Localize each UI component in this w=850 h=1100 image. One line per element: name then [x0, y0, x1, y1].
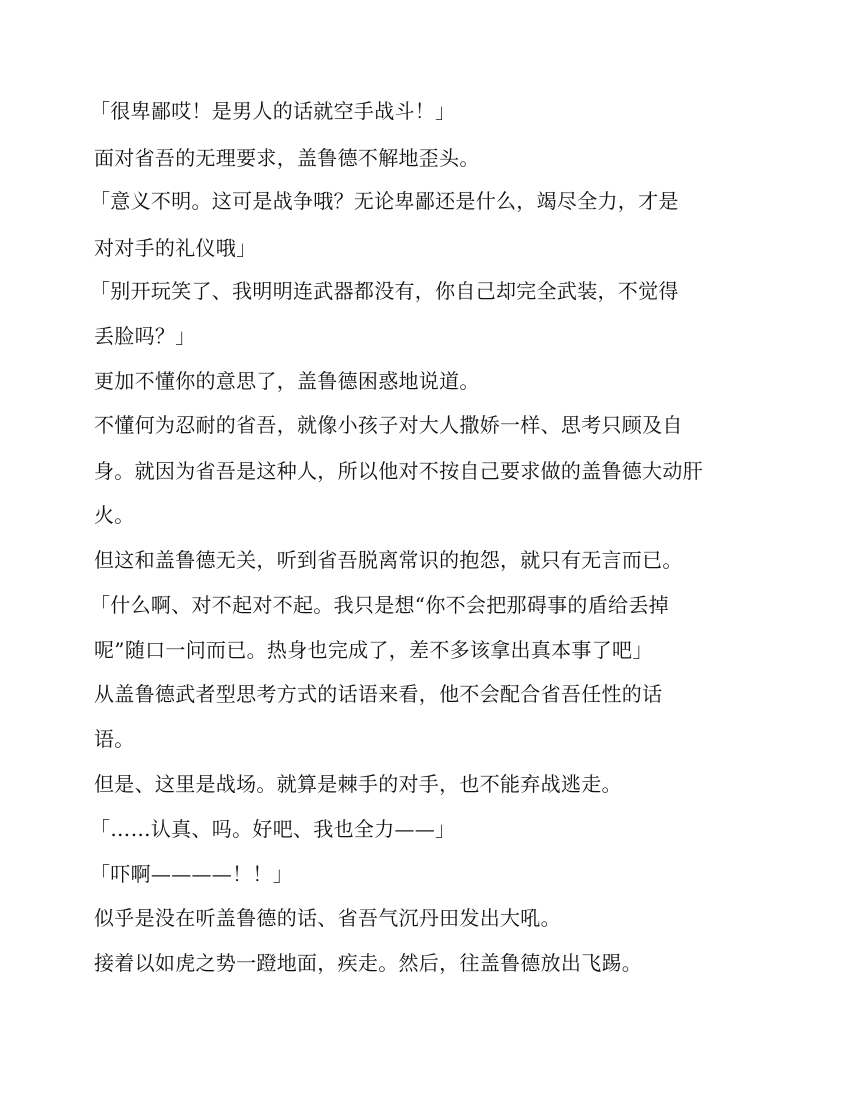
text-line: 语。: [94, 727, 135, 751]
text-line: 但这和盖鲁德无关，听到省吾脱离常识的抱怨，就只有无言而已。: [94, 548, 683, 572]
text-line: 不懂何为忍耐的省吾，就像小孩子对大人撒娇一样、思考只顾及自: [94, 413, 683, 437]
text-line: 「很卑鄙哎！是男人的话就空手战斗！」: [90, 99, 456, 123]
text-line: 身。就因为省吾是这种人，所以他对不按自己要求做的盖鲁德大动肝: [94, 459, 703, 483]
text-line: 似乎是没在听盖鲁德的话、省吾气沉丹田发出大吼。: [94, 906, 561, 930]
text-line: 「意义不明。这可是战争哦？无论卑鄙还是什么，竭尽全力，才是: [90, 189, 679, 213]
text-line: 对对手的礼仪哦」: [94, 236, 257, 260]
text-line: 接着以如虎之势一蹬地面，疾走。然后，往盖鲁德放出飞踢。: [94, 951, 643, 975]
text-line: 从盖鲁德武者型思考方式的话语来看，他不会配合省吾任性的话: [94, 682, 663, 706]
text-line: 「……认真、吗。好吧、我也全力——」: [90, 817, 456, 841]
text-line: 丢脸吗？」: [94, 324, 196, 348]
text-line: 呢”随口一问而已。热身也完成了，差不多该拿出真本事了吧」: [94, 638, 653, 662]
text-line: 「什么啊、对不起对不起。我只是想“你不会把那碍事的盾给丢掉: [90, 593, 669, 617]
text-line: 「吓啊————！！」: [90, 862, 293, 886]
text-line: 更加不懂你的意思了，盖鲁德困惑地说道。: [94, 369, 480, 393]
text-line: 「别开玩笑了、我明明连武器都没有，你自己却完全武装，不觉得: [90, 279, 679, 303]
text-line: 火。: [94, 503, 135, 527]
text-line: 面对省吾的无理要求，盖鲁德不解地歪头。: [94, 146, 480, 170]
text-line: 但是、这里是战场。就算是棘手的对手，也不能弃战逃走。: [94, 772, 622, 796]
